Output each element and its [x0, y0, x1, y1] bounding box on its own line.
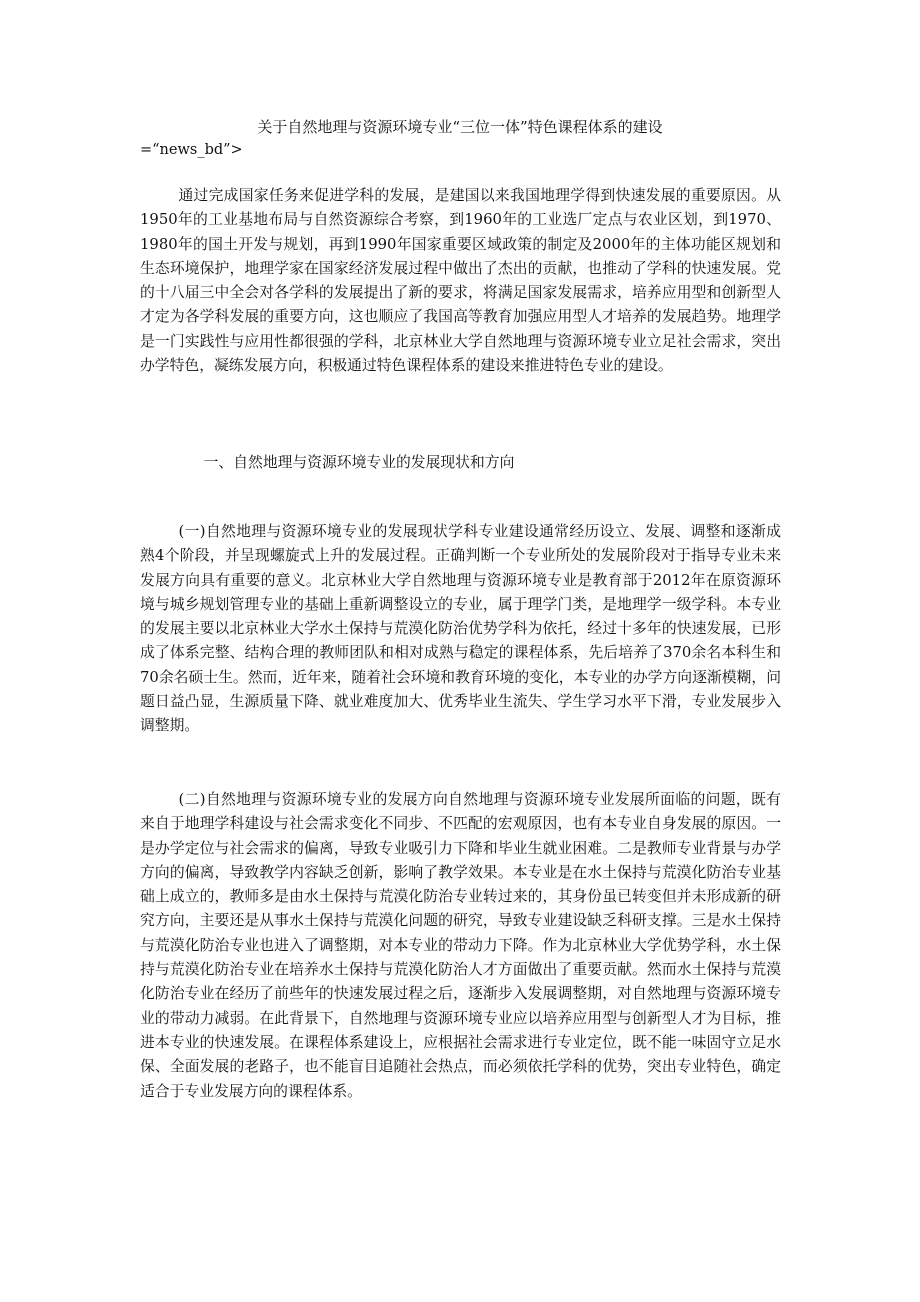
document-title: 关于自然地理与资源环境专业“三位一体”特色课程体系的建设 — [257, 118, 663, 136]
subsection-1-paragraph: (一)自然地理与资源环境专业的发展现状学科专业建设通常经历设立、发展、调整和逐渐成熟4个阶段，并呈现螺旋式上升的发展过程。正确判断一个专业所处的发展阶段对于指导专业未来发展方向具有重要的意义。北京林业大学自然地理与资源环境专业是教育部于2012年在原资源环境与城乡规划管理专业的基础上重新调整设立的专业，属于理学门类，是地理学一级学科。本专业的发展主要以北京林业大学水土保持与荒漠化防治优势学科为依托，经过十多年的快速发展，已形成了体系完整、结构合理的教师团队和相对成熟与稳定的课程体系，先后培养了370余名本科生和70余名硕士生。然而，近年来，随着社会环境和教育环境的变化，本专业的办学方向逐渐模糊，问题日益凸显，生源质量下降、就业难度加大、优秀毕业生流失、学生学习水平下滑，专业发展步入调整期。 — [140, 523, 781, 735]
subsection-2-paragraph: (二)自然地理与资源环境专业的发展方向自然地理与资源环境专业发展所面临的问题，既有来自于地理学科建设与社会需求变化不同步、不匹配的宏观原因，也有本专业自身发展的原因。一是办学定位与社会需求的偏离，导致专业吸引力下降和毕业生就业困难。二是教师专业背景与办学方向的偏离，导致教学内容缺乏创新，影响了教学效果。本专业是在水土保持与荒漠化防治专业基础上成立的，教师多是由水土保持与荒漠化防治专业转过来的，其身份虽已转变但并未形成新的研究方向，主要还是从事水土保持与荒漠化问题的研究，导致专业建设缺乏科研支撑。三是水土保持与荒漠化防治专业也进入了调整期，对本专业的带动力下降。作为北京林业大学优势学科，水土保持与荒漠化防治专业在培养水土保持与荒漠化防治人才方面做出了重要贡献。然而水土保持与荒漠化防治专业在经历了前些年的快速发展过程之后，逐渐步入发展调整期，对自然地理与资源环境专业的带动力减弱。在此背景下，自然地理与资源环境专业应以培养应用型与创新型人才为目标，推进本专业的快速发展。在课程体系建设上，应根据社会需求进行专业定位，既不能一味固守立足水保、全面发展的老路子，也不能盲目追随社会热点，而必须依托学科的优势，突出专业特色，确定适合于专业发展方向的课程体系。 — [140, 791, 781, 1100]
markup-residue-text: =“news_bd”> — [140, 142, 243, 158]
section-heading: 一、自然地理与资源环境专业的发展现状和方向 — [203, 454, 515, 471]
intro-paragraph: 通过完成国家任务来促进学科的发展，是建国以来我国地理学得到快速发展的重要原因。从1950年的工业基地布局与自然资源综合考察，到1960年的工业选厂定点与农业区划，到1970、1980年的国土开发与规划，再到1990年国家重要区域政策的制定及2000年的主体功能区规划和生态环境保护，地理学家在国家经济发展过程中做出了杰出的贡献，也推动了学科的快速发展。党的十八届三中全会对各学科的发展提出了新的要求，将满足国家发展需求，培养应用型和创新型人才定为各学科发展的重要方向，这也顺应了我国高等教育加强应用型人才培养的发展趋势。地理学是一门实践性与应用性都很强的学科，北京林业大学自然地理与资源环境专业立足社会需求，突出办学特色，凝练发展方向，积极通过特色课程体系的建设来推进特色专业的建设。 — [140, 187, 781, 375]
